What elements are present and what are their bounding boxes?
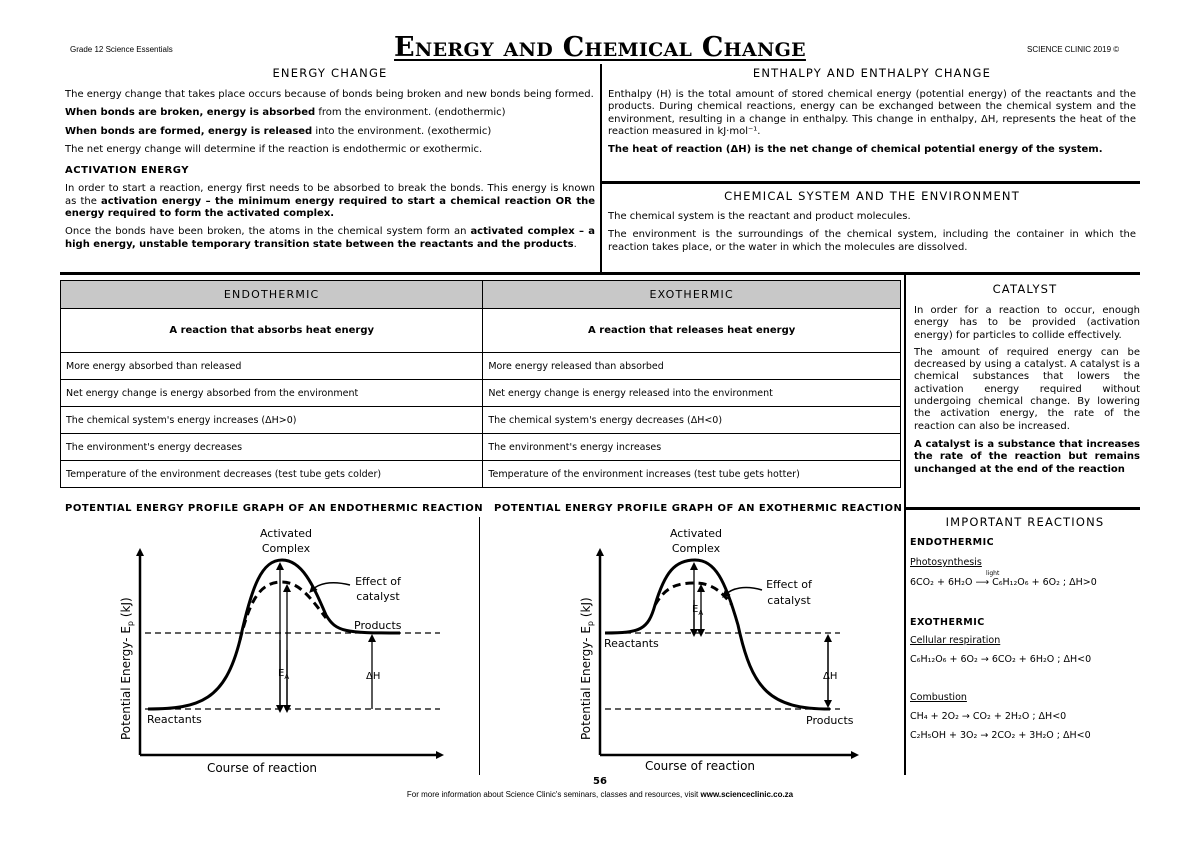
bonds-broken-text: When bonds are broken, energy is absorbed bbox=[65, 107, 316, 119]
exo-complex-label: Complex bbox=[671, 542, 721, 555]
combustion-equation-2: C₂H₅OH + 3O₂ → 2CO₂ + 3H₂O ; ΔH<0 bbox=[910, 730, 1091, 741]
combustion-equation-1: CH₄ + 2O₂ → CO₂ + 2H₂O ; ΔH<0 bbox=[910, 711, 1067, 722]
catalyst-p3: A catalyst is a substance that increases the rate of the reaction but remains unchanged at the end of the reaction bbox=[914, 438, 1140, 475]
enthalpy-p2: The heat of reaction (ΔH) is the net change of chemical potential energy of the system. bbox=[608, 144, 1103, 156]
activation-text-b: activation energy – the minimum energy required to start a chemical reaction OR the energy required to form the activated complex. bbox=[65, 195, 595, 220]
endo-complex-label: Complex bbox=[261, 542, 311, 555]
exo-x-axis-label: Course of reaction bbox=[644, 759, 756, 773]
bonds-formed-rest: into the environment. (exothermic) bbox=[312, 125, 492, 137]
energy-change-p4: The net energy change will determine if the reaction is endothermic or exothermic. bbox=[65, 143, 483, 155]
copyright-label: SCIENCE CLINIC 2019 © bbox=[1027, 45, 1120, 54]
table-cell: The environment's energy increases bbox=[483, 434, 901, 461]
exo-reactions-label: EXOTHERMIC bbox=[910, 617, 985, 628]
complex-text-b: activated complex – a high energy, unstable temporary transition state between the reactants and the products bbox=[65, 226, 595, 250]
enthalpy-heading: ENTHALPY AND ENTHALPY CHANGE bbox=[752, 66, 992, 80]
endo-graph-title: POTENTIAL ENERGY PROFILE GRAPH OF AN ENDOTHERMIC REACTION bbox=[65, 503, 484, 514]
endo-effect-label: Effect of bbox=[355, 575, 401, 588]
endo-definition: A reaction that absorbs heat energy bbox=[61, 309, 483, 353]
exo-dh-label: ΔH bbox=[823, 671, 838, 682]
bonds-formed-text: When bonds are formed, energy is released bbox=[65, 125, 313, 137]
activation-energy-heading: ACTIVATION ENERGY bbox=[65, 165, 189, 177]
photosynthesis-eq-text: 6CO₂ + 6H₂O ⟶ C₆H₁₂O₆ + 6O₂ ; ΔH>0 bbox=[910, 577, 1097, 588]
exo-header: EXOTHERMIC bbox=[483, 281, 901, 309]
exo-graph-title: POTENTIAL ENERGY PROFILE GRAPH OF AN EXOTHERMIC REACTION bbox=[494, 503, 903, 514]
table-cell: Temperature of the environment increases (test tube gets hotter) bbox=[483, 461, 901, 488]
endo-reactions-label: ENDOTHERMIC bbox=[910, 537, 995, 548]
endo-x-axis-label: Course of reaction bbox=[206, 761, 318, 775]
respiration-label: Cellular respiration bbox=[910, 635, 1001, 646]
exo-catalyst-label: catalyst bbox=[767, 594, 811, 607]
endo-products-label: Products bbox=[354, 619, 402, 632]
energy-change-heading: ENERGY CHANGE bbox=[272, 66, 388, 80]
endo-catalyst-label: catalyst bbox=[356, 590, 400, 603]
page-number: 56 bbox=[593, 776, 607, 787]
exo-products-label: Products bbox=[806, 714, 854, 727]
exo-effect-label: Effect of bbox=[766, 578, 812, 591]
exo-ea-label: $E_A$ bbox=[692, 604, 704, 617]
activation-text-a: In order to start a reaction, energy first needs to be absorbed to break the bonds. This energy is known as the bbox=[65, 183, 595, 207]
table-cell: The chemical system's energy decreases (ΔH<0) bbox=[483, 407, 901, 434]
table-cell: More energy released than absorbed bbox=[483, 353, 901, 380]
exo-catalyst-pointer bbox=[725, 588, 762, 595]
endo-ea-label: $E_A$ bbox=[278, 668, 290, 681]
system-p2: The environment is the surroundings of the chemical system, including the container in which the reaction takes place, or the water in which the molecules are dissolved. bbox=[608, 229, 1136, 253]
catalyst-p1: In order for a reaction to occur, enough energy has to be provided (activation energy) for particles to collide effectively. bbox=[914, 305, 1140, 341]
table-cell: The chemical system's energy increases (ΔH>0) bbox=[61, 407, 483, 434]
system-heading: CHEMICAL SYSTEM AND THE ENVIRONMENT bbox=[724, 189, 1020, 203]
footer-text-a: For more information about Science Clinic's seminars, classes and resources, visit bbox=[406, 790, 701, 799]
endo-activated-label: Activated bbox=[259, 527, 313, 540]
table-cell: Temperature of the environment decreases (test tube gets colder) bbox=[61, 461, 483, 488]
table-cell: Net energy change is energy absorbed from the environment bbox=[61, 380, 483, 407]
exo-definition: A reaction that releases heat energy bbox=[483, 309, 901, 353]
endo-reactants-label: Reactants bbox=[147, 713, 202, 726]
catalyst-heading: CATALYST bbox=[992, 282, 1058, 296]
endo-y-axis-label: Potential Energy- $E_p$ (kJ) bbox=[119, 597, 135, 740]
footer-link[interactable]: www.scienceclinic.co.za bbox=[700, 790, 794, 799]
exo-activated-label: Activated bbox=[669, 527, 723, 540]
catalyst-p2: The amount of required energy can be decreased by using a catalyst. A catalyst is a chemical substances that lowers the activation energy required without undergoing chemical change. By lowering the activation energy, the rate of the reaction can also be increased. bbox=[914, 346, 1140, 432]
exo-y-axis-label: Potential Energy- $E_p$ (kJ) bbox=[579, 597, 595, 740]
endo-dh-label: ΔH bbox=[366, 671, 381, 682]
bonds-broken-rest: from the environment. (endothermic) bbox=[315, 107, 506, 119]
system-p1: The chemical system is the reactant and product molecules. bbox=[608, 211, 911, 222]
table-cell: More energy absorbed than released bbox=[61, 353, 483, 380]
energy-change-p1: The energy change that takes place occurs because of bonds being broken and new bonds being formed. bbox=[65, 89, 594, 100]
complex-text-c: . bbox=[573, 238, 577, 250]
reactions-heading: IMPORTANT REACTIONS bbox=[945, 515, 1105, 529]
exo-reactants-label: Reactants bbox=[604, 637, 659, 650]
endo-header: ENDOTHERMIC bbox=[61, 281, 483, 309]
complex-text-a: Once the bonds have been broken, the atoms in the chemical system form an bbox=[65, 226, 471, 238]
page-title: Energy and Chemical Change bbox=[394, 32, 806, 63]
table-cell: The environment's energy decreases bbox=[61, 434, 483, 461]
table-cell: Net energy change is energy released into the environment bbox=[483, 380, 901, 407]
respiration-equation: C₆H₁₂O₆ + 6O₂ → 6CO₂ + 6H₂O ; ΔH<0 bbox=[910, 654, 1092, 665]
grade-label: Grade 12 Science Essentials bbox=[70, 45, 173, 54]
light-label: light bbox=[986, 570, 1000, 577]
combustion-label: Combustion bbox=[910, 692, 967, 703]
photosynthesis-label: Photosynthesis bbox=[910, 557, 982, 568]
enthalpy-p1: Enthalpy (H) is the total amount of stored chemical energy (potential energy) of the reactants and the products. During chemical reactions, energy can be exchanged between the chemical system and the environment, resulting in a change in enthalpy. This change in enthalpy, ΔH, represents the heat of the reaction measured in kJ·mol⁻¹. bbox=[608, 89, 1136, 137]
footer-text bbox=[0, 790, 1200, 799]
